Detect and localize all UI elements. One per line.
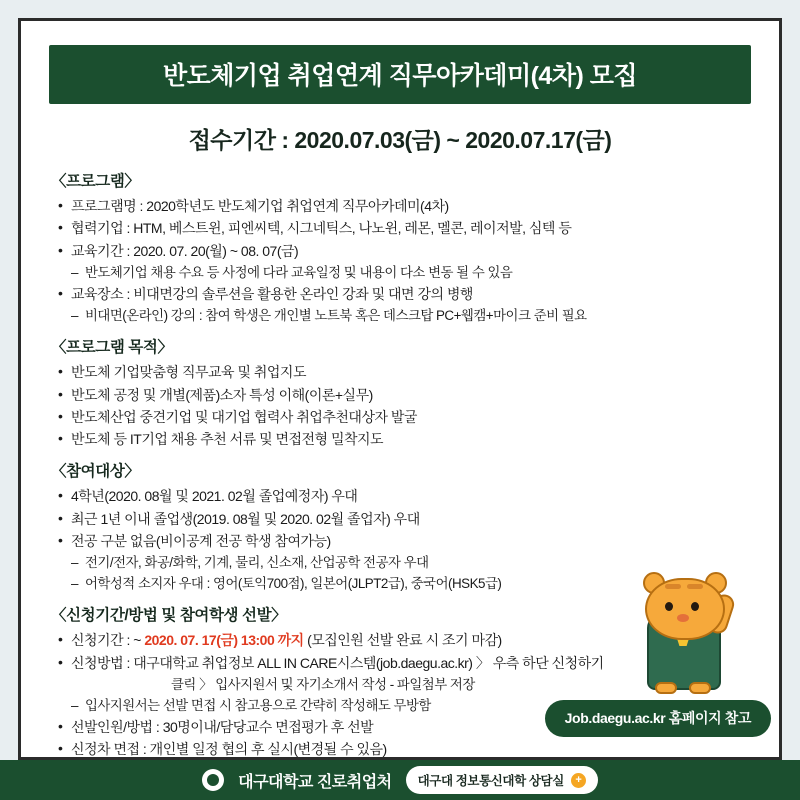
- list-item: • 신정차 면접 : 개인별 일정 협의 후 실시(변경될 수 있음): [51, 739, 753, 760]
- list-subitem: – 전기/전자, 화공/화학, 기계, 물리, 신소재, 산업공학 전공자 우대: [51, 553, 753, 573]
- list-item: • 반도체 등 IT기업 채용 추천 서류 및 면접전형 밀착지도: [51, 429, 753, 450]
- section-heading-purpose: 〈프로그램 목적〉: [51, 339, 173, 357]
- tiger-mascot-icon: [619, 570, 749, 695]
- list-item: • 전공 구분 없음(비이공계 전공 학생 참여가능): [51, 531, 753, 552]
- list-item: • 협력기업 : HTM, 베스트윈, 피엔씨텍, 시그네틱스, 나노윈, 레몬, 멜콘, 레이저발, 심텍 등: [51, 218, 753, 239]
- footer-chip-label: 대구대 정보통신대학 상담실: [417, 774, 564, 788]
- list-subitem: – 반도체기업 채용 수요 등 사정에 다라 교육일정 및 내용이 다소 변동 될 수 있음: [51, 263, 753, 283]
- deadline-highlight: 2020. 07. 17(금) 13:00 까지: [144, 632, 304, 649]
- list-item-continuation: 클릭 〉 입사지원서 및 자기소개서 작성 - 파일첨부 저장: [171, 676, 475, 692]
- section-list-program: [51, 196, 753, 326]
- list-item: • 교육장소 : 비대면강의 솔루션을 활용한 온라인 강좌 및 대면 강의 병행: [51, 284, 753, 305]
- footer-counseling-chip[interactable]: [406, 766, 598, 794]
- university-emblem-icon: [202, 769, 224, 791]
- list-item: • 최근 1년 이내 졸업생(2019. 08월 및 2020. 02월 졸업자) 우대: [51, 509, 753, 530]
- list-item: • 반도체 기업맞춤형 직무교육 및 취업지도: [51, 362, 753, 383]
- website-badge[interactable]: Job.daegu.ac.kr 홈페이지 참고: [545, 700, 771, 737]
- list-subitem: – 입사지원서는 선발 면접 시 참고용으로 간략히 작성해도 무방함: [51, 696, 753, 716]
- plus-icon: +: [571, 773, 586, 788]
- page-title: 반도체기업 취업연계 직무아카데미(4차) 모집: [49, 45, 751, 104]
- deadline-prefix: 신청기간 : ~: [71, 632, 145, 649]
- section-heading-program: 〈프로그램〉: [51, 173, 140, 190]
- list-item: • 반도체 공정 및 개별(제품)소자 특성 이해(이론+실무): [51, 385, 753, 406]
- list-item: • 신청방법 : 대구대학교 취업정보 ALL IN CARE시스템(job.daegu.ac.kr) 〉 우측 하단 신청하기: [51, 653, 753, 674]
- list-item: • 프로그램명 : 2020학년도 반도체기업 취업연계 직무아카데미(4차): [51, 196, 753, 217]
- deadline-suffix: (모집인원 선발 완료 시 조기 마감): [303, 632, 502, 649]
- footer-university-name: 대구대학교 진로취업처: [238, 773, 392, 791]
- list-item: • 4학년(2020. 08월 및 2021. 02월 졸업예정자) 우대: [51, 486, 753, 507]
- list-item: • 반도체산업 중견기업 및 대기업 협력사 취업추천대상자 발굴: [51, 407, 753, 428]
- section-list-purpose: [51, 362, 753, 450]
- poster-frame: [18, 18, 782, 760]
- application-period: 접수기간 : 2020.07.03(금) ~ 2020.07.17(금): [188, 127, 612, 153]
- section-heading-eligibility: 〈참여대상〉: [51, 463, 140, 481]
- list-item: • 선발인원/방법 : 30명이내/담당교수 면접평가 후 선발: [51, 717, 753, 738]
- section-heading-application: 〈신청기간/방법 및 참여학생 선발〉: [51, 607, 287, 625]
- list-subitem: – 어학성적 소지자 우대 : 영어(토익700점), 일본어(JLPT2급), 중국어(HSK5급): [51, 574, 753, 594]
- list-item: • 교육기간 : 2020. 07. 20(월) ~ 08. 07(금): [51, 241, 753, 262]
- footer-bar: [0, 760, 800, 800]
- list-subitem: – 비대면(온라인) 강의 : 참여 학생은 개인별 노트북 혹은 데스크탑 PC+웹캠+마이크 준비 필요: [51, 306, 753, 326]
